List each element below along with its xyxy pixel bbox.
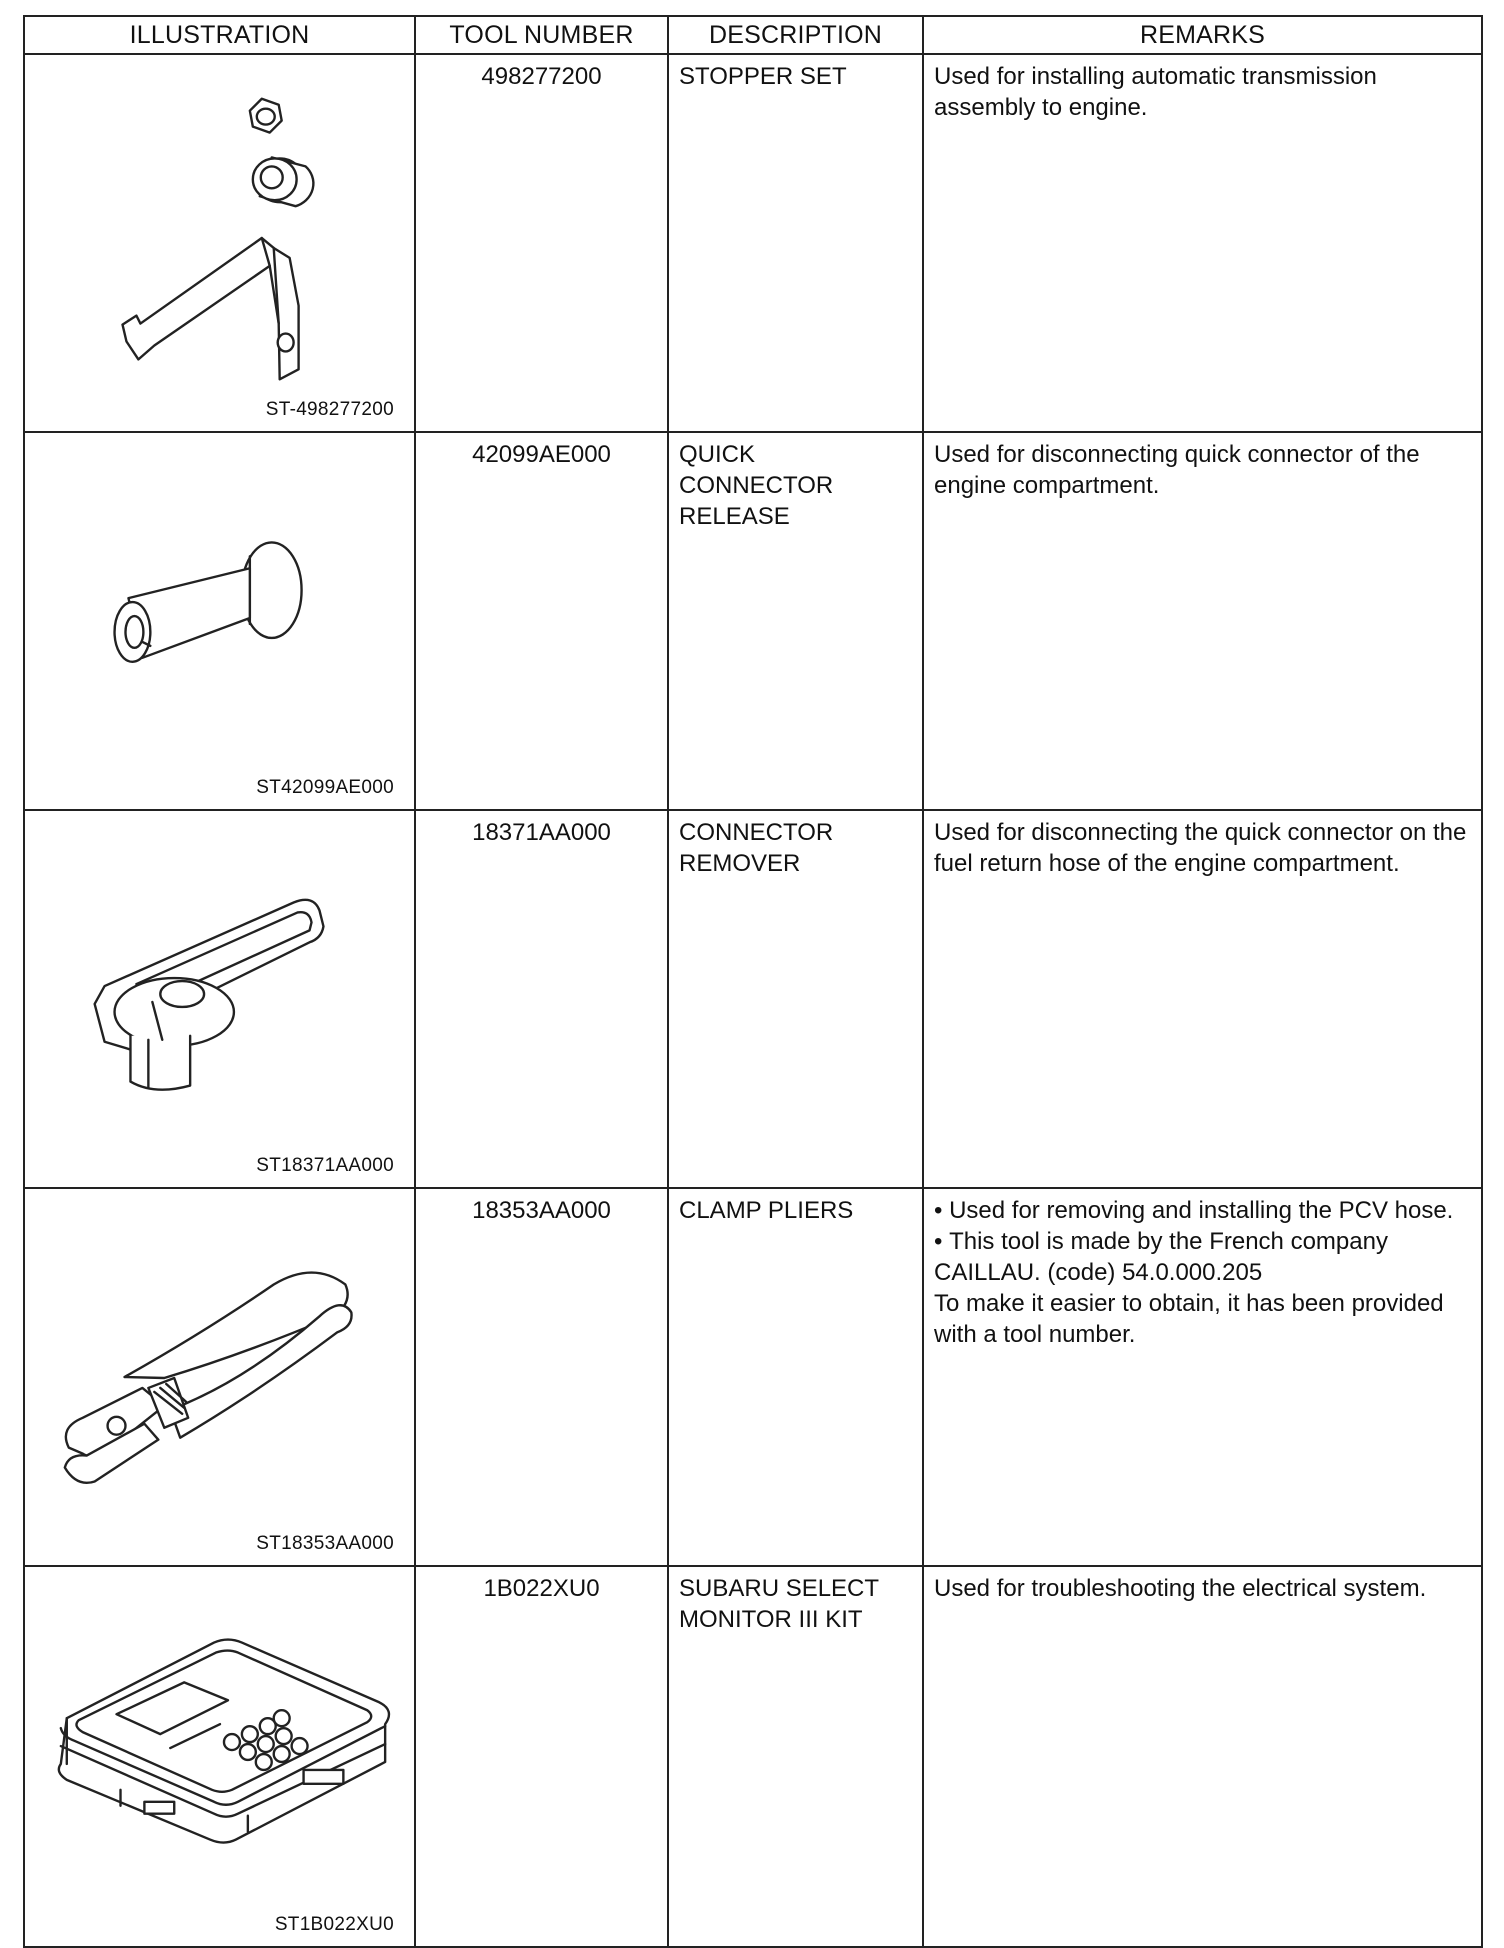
remark-text: Used for installing automatic transmission assembly to engine. <box>934 63 1377 121</box>
illustration-cell <box>24 54 415 432</box>
illustration-cell <box>24 432 415 810</box>
illustration-code: ST18353AA000 <box>256 1533 394 1554</box>
illustration-cell <box>24 1566 415 1947</box>
table-row <box>24 1188 1482 1566</box>
remark-text: To make it easier to obtain, it has been provided with a tool number. <box>934 1290 1444 1348</box>
tool-remarks <box>923 1188 1482 1566</box>
tool-description: QUICK CONNECTOR RELEASE <box>668 432 923 810</box>
illustration-code: ST-498277200 <box>265 399 394 420</box>
illustration-code: ST18371AA000 <box>256 1155 394 1176</box>
illustration-cell <box>24 810 415 1188</box>
tool-description: STOPPER SET <box>668 54 923 432</box>
illustration-code: ST1B022XU0 <box>274 1914 394 1935</box>
table-row <box>24 432 1482 810</box>
remark-text: • This tool is made by the French company CAILLAU. (code) 54.0.000.205 <box>934 1226 1471 1288</box>
remark-text: Used for troubleshooting the electrical system. <box>934 1575 1427 1602</box>
table-row <box>24 810 1482 1188</box>
illustration-code: ST42099AE000 <box>256 777 394 798</box>
illustration-cell <box>24 1188 415 1566</box>
connector-remover-icon <box>25 811 414 1187</box>
select-monitor-kit-icon <box>25 1567 414 1946</box>
tool-remarks <box>923 1566 1482 1947</box>
clamp-pliers-icon <box>25 1189 414 1565</box>
tool-number: 42099AE000 <box>415 432 668 810</box>
tool-remarks <box>923 432 1482 810</box>
tool-remarks <box>923 810 1482 1188</box>
tool-number: 1B022XU0 <box>415 1566 668 1947</box>
stopper-set-icon <box>25 55 414 431</box>
tool-description: SUBARU SELECT MONITOR III KIT <box>668 1566 923 1947</box>
header-illustration: ILLUSTRATION <box>24 16 415 54</box>
tool-remarks <box>923 54 1482 432</box>
header-tool-number: TOOL NUMBER <box>415 16 668 54</box>
tool-description: CONNECTOR REMOVER <box>668 810 923 1188</box>
tool-number: 498277200 <box>415 54 668 432</box>
table-header-row <box>24 16 1482 54</box>
header-remarks: REMARKS <box>923 16 1482 54</box>
special-tools-table <box>23 15 1483 1948</box>
tool-number: 18353AA000 <box>415 1188 668 1566</box>
remark-text: Used for disconnecting the quick connector on the fuel return hose of the engine compartment. <box>934 819 1467 877</box>
header-description: DESCRIPTION <box>668 16 923 54</box>
tool-number: 18371AA000 <box>415 810 668 1188</box>
table-row <box>24 1566 1482 1947</box>
remark-text: Used for disconnecting quick connector of the engine compartment. <box>934 441 1420 499</box>
quick-connector-release-icon <box>25 433 414 809</box>
table-row <box>24 54 1482 432</box>
remark-text: • Used for removing and installing the PCV hose. <box>934 1195 1471 1226</box>
tool-description: CLAMP PLIERS <box>668 1188 923 1566</box>
